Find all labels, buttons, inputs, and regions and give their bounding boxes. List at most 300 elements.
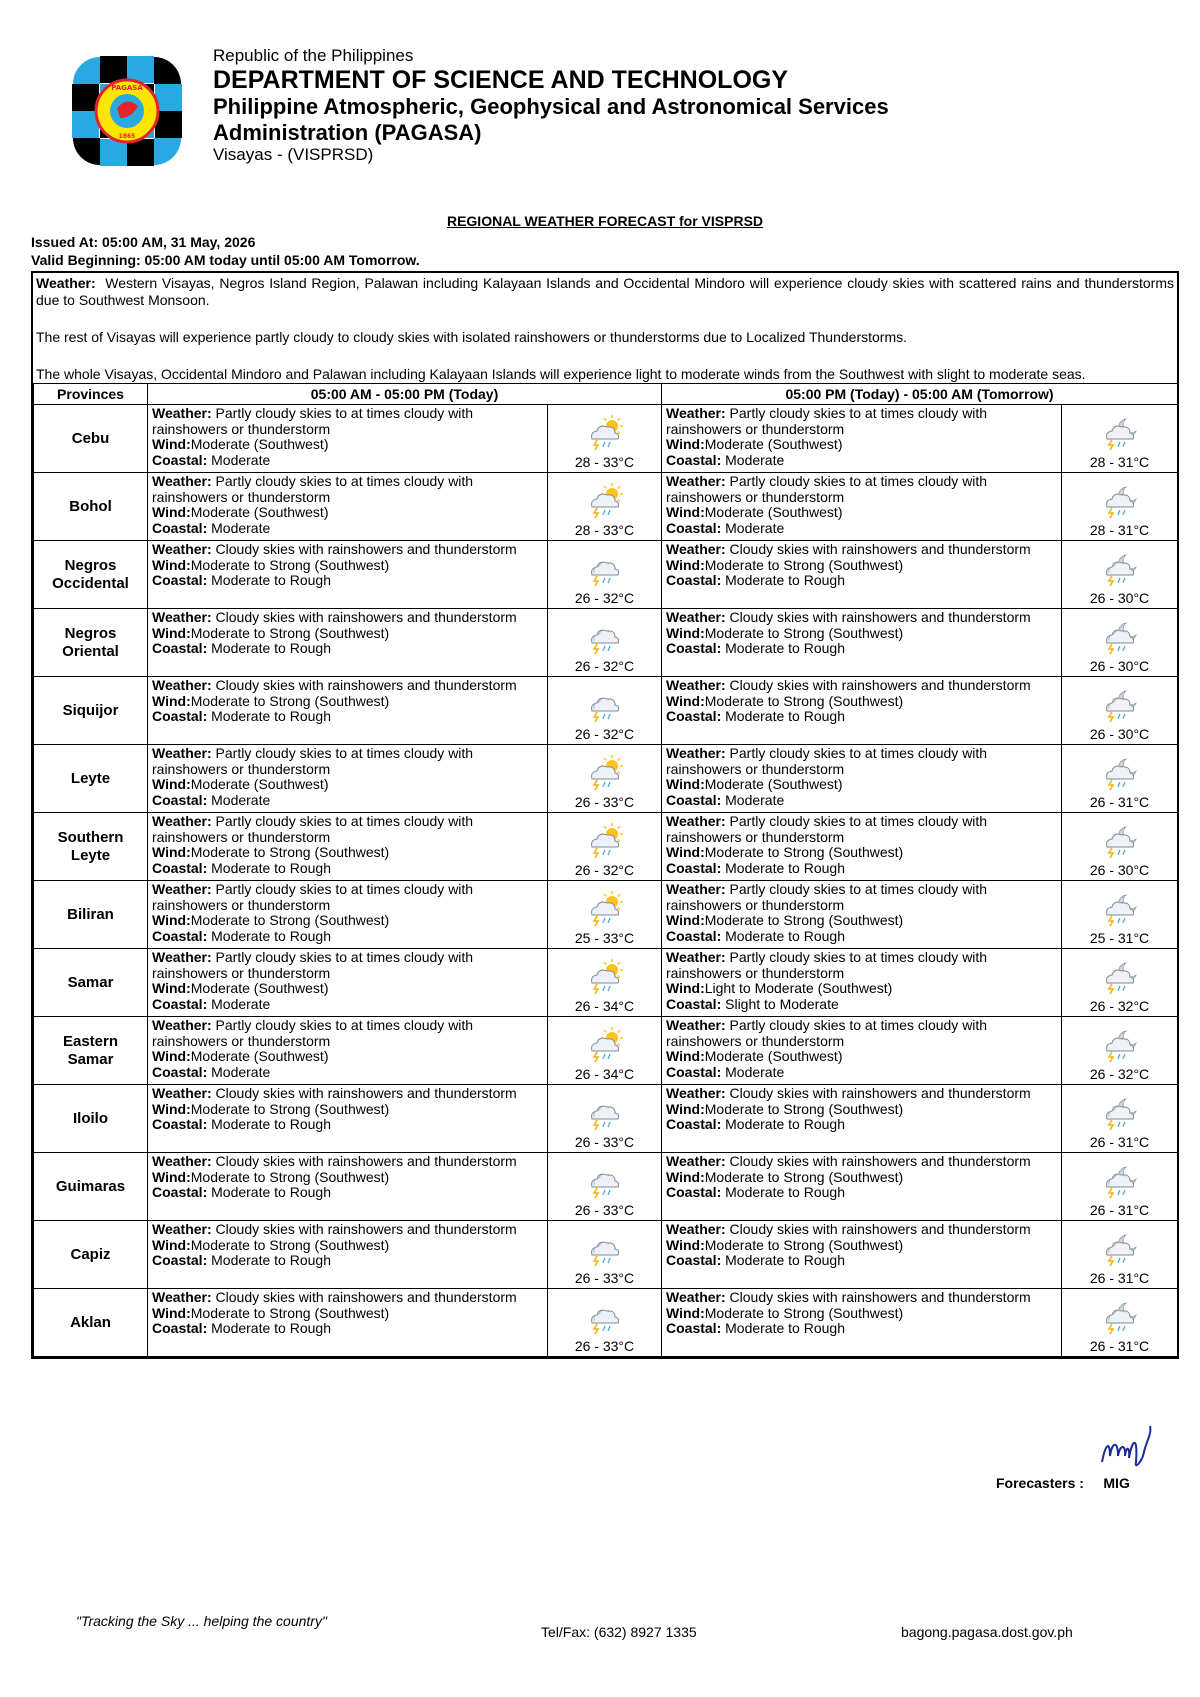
wind-label: Wind: <box>152 980 191 997</box>
temperature-range: 26 - 32°C <box>574 658 635 674</box>
coastal-label: Coastal: <box>666 1116 722 1133</box>
day-forecast-text <box>148 473 548 541</box>
coastal-label: Coastal: <box>666 927 722 944</box>
wind-label: Wind: <box>152 1168 191 1185</box>
night-icon-cell <box>1062 745 1178 813</box>
province-name: Iloilo <box>34 1085 148 1153</box>
weather-label: Weather: <box>152 541 212 557</box>
day-forecast-text <box>148 949 548 1017</box>
day-forecast-text <box>148 1017 548 1085</box>
coastal-label: Coastal: <box>666 859 722 876</box>
wind-label: Wind: <box>152 504 191 521</box>
forecasters-name: MIG <box>1103 1475 1130 1491</box>
header-provinces: Provinces <box>34 384 148 405</box>
table-row <box>34 1221 1178 1289</box>
weather-value: Partly cloudy skies to at times cloudy with rainshowers or thunderstorm <box>152 473 474 505</box>
table-row <box>34 813 1178 881</box>
wind-label: Wind: <box>152 624 191 641</box>
wind-label: Wind: <box>666 436 705 453</box>
coastal-value: Moderate <box>211 995 271 1012</box>
weather-label: Weather: <box>666 949 726 965</box>
coastal-label: Coastal: <box>152 708 208 725</box>
wind-label: Wind: <box>666 1100 705 1117</box>
wind-value: Moderate to Strong (Southwest) <box>190 624 390 641</box>
weather-value: Partly cloudy skies to at times cloudy with rainshowers or thunderstorm <box>152 949 474 981</box>
website: bagong.pagasa.dost.gov.ph <box>901 1624 1073 1640</box>
temperature-range: 26 - 30°C <box>1089 862 1150 878</box>
header-today: 05:00 AM - 05:00 PM (Today) <box>148 384 662 405</box>
forecasters-label: Forecasters : <box>996 1475 1084 1491</box>
day-forecast-text <box>148 609 548 677</box>
table-row <box>34 1017 1178 1085</box>
wind-value: Moderate (Southwest) <box>704 504 843 521</box>
weather-label: Weather: <box>152 949 212 965</box>
province-name: Siquijor <box>34 677 148 745</box>
coastal-value: Moderate <box>211 791 271 808</box>
coastal-label: Coastal: <box>152 791 208 808</box>
coastal-value: Moderate to Rough <box>211 927 331 944</box>
summary-label: Weather: <box>36 275 96 291</box>
temperature-range: 28 - 31°C <box>1089 522 1150 538</box>
wind-value: Moderate (Southwest) <box>190 504 329 521</box>
table-row <box>34 881 1178 949</box>
wind-label: Wind: <box>666 1048 705 1065</box>
table-row <box>34 541 1178 609</box>
temperature-range: 26 - 33°C <box>574 1270 635 1286</box>
wind-value: Moderate to Strong (Southwest) <box>704 1304 904 1321</box>
weather-label: Weather: <box>666 609 726 625</box>
wind-value: Moderate to Strong (Southwest) <box>704 1168 904 1185</box>
night-forecast-text <box>662 1221 1062 1289</box>
weather-label: Weather: <box>152 609 212 625</box>
weather-label: Weather: <box>666 1221 726 1237</box>
weather-value: Cloudy skies with rainshowers and thunderstorm <box>215 677 517 693</box>
wind-value: Moderate to Strong (Southwest) <box>704 692 904 709</box>
weather-value: Partly cloudy skies to at times cloudy with rainshowers or thunderstorm <box>152 745 474 777</box>
weather-label: Weather: <box>152 881 212 897</box>
province-name: Cebu <box>34 405 148 473</box>
coastal-label: Coastal: <box>152 995 208 1012</box>
agency-name-line2: Administration (PAGASA) <box>213 119 482 145</box>
wind-value: Moderate to Strong (Southwest) <box>704 844 904 861</box>
wind-value: Moderate to Strong (Southwest) <box>190 912 390 929</box>
table-row <box>34 677 1178 745</box>
coastal-label: Coastal: <box>152 1063 208 1080</box>
wind-label: Wind: <box>666 624 705 641</box>
night-forecast-text <box>662 813 1062 881</box>
summary-paragraph-1: Western Visayas, Negros Island Region, Palawan including Kalayaan Islands and Occidental Mindoro will experience cloudy skies with scattered rains and thunderstorms due to Southwest Monsoon. <box>36 275 1174 308</box>
issue-info <box>31 233 420 269</box>
coastal-value: Moderate to Rough <box>211 640 331 657</box>
weather-value: Cloudy skies with rainshowers and thunderstorm <box>215 1221 517 1237</box>
coastal-label: Coastal: <box>152 859 208 876</box>
night-icon-cell <box>1062 473 1178 541</box>
wind-value: Moderate to Strong (Southwest) <box>704 556 904 573</box>
night-icon-cell <box>1062 541 1178 609</box>
day-forecast-text <box>148 541 548 609</box>
coastal-value: Slight to Moderate <box>725 995 839 1012</box>
coastal-label: Coastal: <box>152 1116 208 1133</box>
weather-value: Cloudy skies with rainshowers and thunderstorm <box>729 1221 1031 1237</box>
coastal-label: Coastal: <box>666 519 722 536</box>
coastal-label: Coastal: <box>152 1320 208 1337</box>
weather-label: Weather: <box>152 405 212 421</box>
table-row <box>34 405 1178 473</box>
coastal-value: Moderate to Rough <box>725 572 845 589</box>
temperature-range: 26 - 31°C <box>1089 794 1150 810</box>
wind-value: Moderate to Strong (Southwest) <box>190 1236 390 1253</box>
province-name: Samar <box>34 949 148 1017</box>
day-forecast-text <box>148 1085 548 1153</box>
province-name: Eastern Samar <box>34 1017 148 1085</box>
weather-label: Weather: <box>152 1153 212 1169</box>
weather-label: Weather: <box>666 813 726 829</box>
weather-value: Cloudy skies with rainshowers and thunderstorm <box>729 609 1031 625</box>
coastal-label: Coastal: <box>666 451 722 468</box>
weather-value: Partly cloudy skies to at times cloudy with rainshowers or thunderstorm <box>666 473 988 505</box>
weather-label: Weather: <box>666 881 726 897</box>
coastal-value: Moderate <box>725 451 785 468</box>
coastal-value: Moderate to Rough <box>211 1184 331 1201</box>
night-icon-cell <box>1062 813 1178 881</box>
weather-label: Weather: <box>666 745 726 761</box>
wind-label: Wind: <box>666 692 705 709</box>
coastal-label: Coastal: <box>666 791 722 808</box>
temperature-range: 26 - 32°C <box>574 726 635 742</box>
weather-value: Partly cloudy skies to at times cloudy with rainshowers or thunderstorm <box>666 745 988 777</box>
day-icon-cell <box>548 677 662 745</box>
night-forecast-text <box>662 881 1062 949</box>
wind-label: Wind: <box>152 692 191 709</box>
weather-value: Cloudy skies with rainshowers and thunderstorm <box>215 1085 517 1101</box>
temperature-range: 25 - 33°C <box>574 930 635 946</box>
telfax: Tel/Fax: (632) 8927 1335 <box>541 1624 697 1640</box>
day-forecast-text <box>148 1153 548 1221</box>
wind-label: Wind: <box>666 504 705 521</box>
temperature-range: 26 - 33°C <box>574 1338 635 1354</box>
wind-value: Moderate (Southwest) <box>190 436 329 453</box>
wind-value: Moderate to Strong (Southwest) <box>190 1168 390 1185</box>
night-icon-cell <box>1062 1289 1178 1357</box>
wind-label: Wind: <box>152 912 191 929</box>
weather-value: Partly cloudy skies to at times cloudy with rainshowers or thunderstorm <box>152 405 474 437</box>
weather-label: Weather: <box>666 677 726 693</box>
wind-label: Wind: <box>666 844 705 861</box>
coastal-value: Moderate <box>725 1063 785 1080</box>
temperature-range: 26 - 34°C <box>574 1066 635 1082</box>
temperature-range: 26 - 31°C <box>1089 1202 1150 1218</box>
coastal-label: Coastal: <box>666 995 722 1012</box>
weather-label: Weather: <box>152 1017 212 1033</box>
coastal-label: Coastal: <box>152 519 208 536</box>
table-row <box>34 1289 1178 1357</box>
province-name: Aklan <box>34 1289 148 1357</box>
night-icon-cell <box>1062 949 1178 1017</box>
coastal-value: Moderate to Rough <box>211 708 331 725</box>
coastal-value: Moderate to Rough <box>725 640 845 657</box>
temperature-range: 26 - 34°C <box>574 998 635 1014</box>
night-forecast-text <box>662 405 1062 473</box>
temperature-range: 26 - 31°C <box>1089 1338 1150 1354</box>
coastal-label: Coastal: <box>666 640 722 657</box>
night-forecast-text <box>662 1289 1062 1357</box>
wind-value: Moderate to Strong (Southwest) <box>190 556 390 573</box>
temperature-range: 26 - 33°C <box>574 1134 635 1150</box>
temperature-range: 25 - 31°C <box>1089 930 1150 946</box>
coastal-label: Coastal: <box>666 1320 722 1337</box>
logo-text-top: PAGASA <box>111 84 143 92</box>
day-icon-cell <box>548 745 662 813</box>
weather-label: Weather: <box>152 677 212 693</box>
province-name: Negros Occidental <box>34 541 148 609</box>
day-forecast-text <box>148 1289 548 1357</box>
coastal-label: Coastal: <box>152 1184 208 1201</box>
wind-value: Moderate (Southwest) <box>704 776 843 793</box>
weather-value: Cloudy skies with rainshowers and thunderstorm <box>215 1153 517 1169</box>
day-forecast-text <box>148 1221 548 1289</box>
coastal-value: Moderate to Rough <box>725 708 845 725</box>
weather-value: Cloudy skies with rainshowers and thunderstorm <box>729 1085 1031 1101</box>
table-row <box>34 745 1178 813</box>
coastal-value: Moderate <box>725 791 785 808</box>
wind-label: Wind: <box>152 1236 191 1253</box>
weather-label: Weather: <box>152 1085 212 1101</box>
night-forecast-text <box>662 1017 1062 1085</box>
coastal-value: Moderate to Rough <box>725 1252 845 1269</box>
wind-value: Moderate to Strong (Southwest) <box>704 1236 904 1253</box>
forecaster-signature <box>1098 1422 1158 1472</box>
temperature-range: 26 - 30°C <box>1089 726 1150 742</box>
coastal-value: Moderate to Rough <box>725 927 845 944</box>
weather-label: Weather: <box>152 813 212 829</box>
night-forecast-text <box>662 1153 1062 1221</box>
department-name: DEPARTMENT OF SCIENCE AND TECHNOLOGY <box>213 65 789 94</box>
weather-value: Partly cloudy skies to at times cloudy with rainshowers or thunderstorm <box>666 813 988 845</box>
wind-value: Moderate to Strong (Southwest) <box>190 692 390 709</box>
wind-value: Moderate to Strong (Southwest) <box>704 1100 904 1117</box>
wind-value: Moderate (Southwest) <box>190 1048 329 1065</box>
night-forecast-text <box>662 677 1062 745</box>
day-forecast-text <box>148 405 548 473</box>
day-icon-cell <box>548 1085 662 1153</box>
temperature-range: 26 - 32°C <box>1089 1066 1150 1082</box>
day-icon-cell <box>548 473 662 541</box>
night-icon-cell <box>1062 1221 1178 1289</box>
coastal-label: Coastal: <box>152 640 208 657</box>
weather-label: Weather: <box>666 1153 726 1169</box>
day-forecast-text <box>148 677 548 745</box>
coastal-label: Coastal: <box>152 451 208 468</box>
weather-value: Partly cloudy skies to at times cloudy with rainshowers or thunderstorm <box>666 949 988 981</box>
wind-label: Wind: <box>666 980 705 997</box>
coastal-value: Moderate to Rough <box>725 1320 845 1337</box>
weather-label: Weather: <box>666 473 726 489</box>
temperature-range: 28 - 31°C <box>1089 454 1150 470</box>
forecasters-block <box>996 1475 1130 1491</box>
republic-line: Republic of the Philippines <box>213 46 414 65</box>
wind-value: Moderate to Strong (Southwest) <box>190 1304 390 1321</box>
logo-text-bottom: 1865 <box>118 133 136 140</box>
wind-value: Light to Moderate (Southwest) <box>704 980 893 997</box>
weather-label: Weather: <box>666 1017 726 1033</box>
weather-label: Weather: <box>666 1289 726 1305</box>
weather-value: Cloudy skies with rainshowers and thunderstorm <box>215 609 517 625</box>
wind-label: Wind: <box>666 776 705 793</box>
night-icon-cell <box>1062 881 1178 949</box>
day-icon-cell <box>548 1221 662 1289</box>
night-forecast-text <box>662 745 1062 813</box>
province-name: Biliran <box>34 881 148 949</box>
coastal-label: Coastal: <box>152 1252 208 1269</box>
temperature-range: 26 - 32°C <box>574 590 635 606</box>
weather-value: Cloudy skies with rainshowers and thunderstorm <box>729 1289 1031 1305</box>
day-icon-cell <box>548 405 662 473</box>
tagline: "Tracking the Sky ... helping the country" <box>76 1613 327 1629</box>
day-forecast-text <box>148 813 548 881</box>
night-forecast-text <box>662 609 1062 677</box>
wind-label: Wind: <box>152 1100 191 1117</box>
night-icon-cell <box>1062 405 1178 473</box>
coastal-value: Moderate <box>211 451 271 468</box>
wind-value: Moderate to Strong (Southwest) <box>190 844 390 861</box>
weather-label: Weather: <box>152 745 212 761</box>
weather-value: Partly cloudy skies to at times cloudy with rainshowers or thunderstorm <box>152 813 474 845</box>
coastal-label: Coastal: <box>666 1184 722 1201</box>
region-line: Visayas - (VISPRSD) <box>213 144 374 164</box>
day-icon-cell <box>548 813 662 881</box>
weather-label: Weather: <box>666 1085 726 1101</box>
night-icon-cell <box>1062 609 1178 677</box>
coastal-value: Moderate to Rough <box>725 1184 845 1201</box>
weather-value: Partly cloudy skies to at times cloudy with rainshowers or thunderstorm <box>666 881 988 913</box>
coastal-value: Moderate <box>211 1063 271 1080</box>
weather-value: Cloudy skies with rainshowers and thunderstorm <box>215 541 517 557</box>
day-forecast-text <box>148 745 548 813</box>
wind-label: Wind: <box>666 1304 705 1321</box>
letterhead <box>213 46 889 164</box>
table-row <box>34 1085 1178 1153</box>
night-forecast-text <box>662 473 1062 541</box>
wind-value: Moderate to Strong (Southwest) <box>704 912 904 929</box>
province-name: Negros Oriental <box>34 609 148 677</box>
province-name: Leyte <box>34 745 148 813</box>
weather-value: Partly cloudy skies to at times cloudy with rainshowers or thunderstorm <box>666 405 988 437</box>
coastal-value: Moderate to Rough <box>725 1116 845 1133</box>
coastal-value: Moderate to Rough <box>211 1252 331 1269</box>
province-name: Capiz <box>34 1221 148 1289</box>
wind-label: Wind: <box>666 1236 705 1253</box>
coastal-value: Moderate <box>725 519 785 536</box>
night-forecast-text <box>662 949 1062 1017</box>
night-icon-cell <box>1062 1017 1178 1085</box>
weather-value: Cloudy skies with rainshowers and thunderstorm <box>729 541 1031 557</box>
weather-summary <box>33 273 1177 383</box>
table-row <box>34 473 1178 541</box>
night-icon-cell <box>1062 1085 1178 1153</box>
wind-value: Moderate to Strong (Southwest) <box>190 1100 390 1117</box>
coastal-label: Coastal: <box>152 572 208 589</box>
coastal-value: Moderate to Rough <box>211 1320 331 1337</box>
weather-value: Cloudy skies with rainshowers and thunderstorm <box>729 1153 1031 1169</box>
weather-label: Weather: <box>152 1221 212 1237</box>
weather-value: Cloudy skies with rainshowers and thunderstorm <box>729 677 1031 693</box>
wind-value: Moderate (Southwest) <box>190 776 329 793</box>
coastal-value: Moderate to Rough <box>725 859 845 876</box>
night-icon-cell <box>1062 1153 1178 1221</box>
table-row <box>34 949 1178 1017</box>
coastal-value: Moderate to Rough <box>211 859 331 876</box>
coastal-value: Moderate to Rough <box>211 572 331 589</box>
day-forecast-text <box>148 881 548 949</box>
coastal-label: Coastal: <box>666 572 722 589</box>
province-name: Guimaras <box>34 1153 148 1221</box>
night-icon-cell <box>1062 677 1178 745</box>
temperature-range: 26 - 33°C <box>574 794 635 810</box>
day-icon-cell <box>548 881 662 949</box>
table-row <box>34 609 1178 677</box>
temperature-range: 28 - 33°C <box>574 522 635 538</box>
weather-value: Partly cloudy skies to at times cloudy with rainshowers or thunderstorm <box>666 1017 988 1049</box>
day-icon-cell <box>548 1153 662 1221</box>
table-row <box>34 1153 1178 1221</box>
pagasa-logo <box>72 56 182 166</box>
wind-label: Wind: <box>152 436 191 453</box>
wind-label: Wind: <box>666 1168 705 1185</box>
wind-label: Wind: <box>152 776 191 793</box>
summary-paragraph-2: The rest of Visayas will experience partly cloudy to cloudy skies with isolated rainshowers or thunderstorms due to Localized Thunderstorms. <box>36 329 908 345</box>
weather-value: Cloudy skies with rainshowers and thunderstorm <box>215 1289 517 1305</box>
coastal-label: Coastal: <box>666 708 722 725</box>
wind-value: Moderate to Strong (Southwest) <box>704 624 904 641</box>
weather-label: Weather: <box>152 1289 212 1305</box>
temperature-range: 28 - 33°C <box>574 454 635 470</box>
temperature-range: 26 - 33°C <box>574 1202 635 1218</box>
forecast-table <box>33 383 1178 1357</box>
wind-value: Moderate (Southwest) <box>704 1048 843 1065</box>
wind-value: Moderate (Southwest) <box>190 980 329 997</box>
temperature-range: 26 - 31°C <box>1089 1134 1150 1150</box>
valid-period: Valid Beginning: 05:00 AM today until 05:00 AM Tomorrow. <box>31 252 420 268</box>
weather-label: Weather: <box>666 405 726 421</box>
day-icon-cell <box>548 541 662 609</box>
temperature-range: 26 - 30°C <box>1089 590 1150 606</box>
wind-label: Wind: <box>666 556 705 573</box>
coastal-value: Moderate <box>211 519 271 536</box>
wind-value: Moderate (Southwest) <box>704 436 843 453</box>
coastal-label: Coastal: <box>666 1063 722 1080</box>
temperature-range: 26 - 32°C <box>1089 998 1150 1014</box>
province-name: Southern Leyte <box>34 813 148 881</box>
coastal-label: Coastal: <box>666 1252 722 1269</box>
page-title: REGIONAL WEATHER FORECAST for VISPRSD <box>446 213 764 229</box>
wind-label: Wind: <box>152 844 191 861</box>
wind-label: Wind: <box>152 1304 191 1321</box>
agency-name-line1: Philippine Atmospheric, Geophysical and Astronomical Services <box>213 94 889 120</box>
weather-label: Weather: <box>666 541 726 557</box>
wind-label: Wind: <box>152 556 191 573</box>
header-tonight: 05:00 PM (Today) - 05:00 AM (Tomorrow) <box>662 384 1178 405</box>
night-forecast-text <box>662 541 1062 609</box>
province-name: Bohol <box>34 473 148 541</box>
weather-label: Weather: <box>152 473 212 489</box>
summary-paragraph-3: The whole Visayas, Occidental Mindoro and Palawan including Kalayaan Islands will experience light to moderate winds from the Southwest with slight to moderate seas. <box>36 366 1086 382</box>
wind-label: Wind: <box>666 912 705 929</box>
temperature-range: 26 - 31°C <box>1089 1270 1150 1286</box>
issued-at: Issued At: 05:00 AM, 31 May, 2026 <box>31 234 256 250</box>
coastal-value: Moderate to Rough <box>211 1116 331 1133</box>
temperature-range: 26 - 30°C <box>1089 658 1150 674</box>
day-icon-cell <box>548 609 662 677</box>
